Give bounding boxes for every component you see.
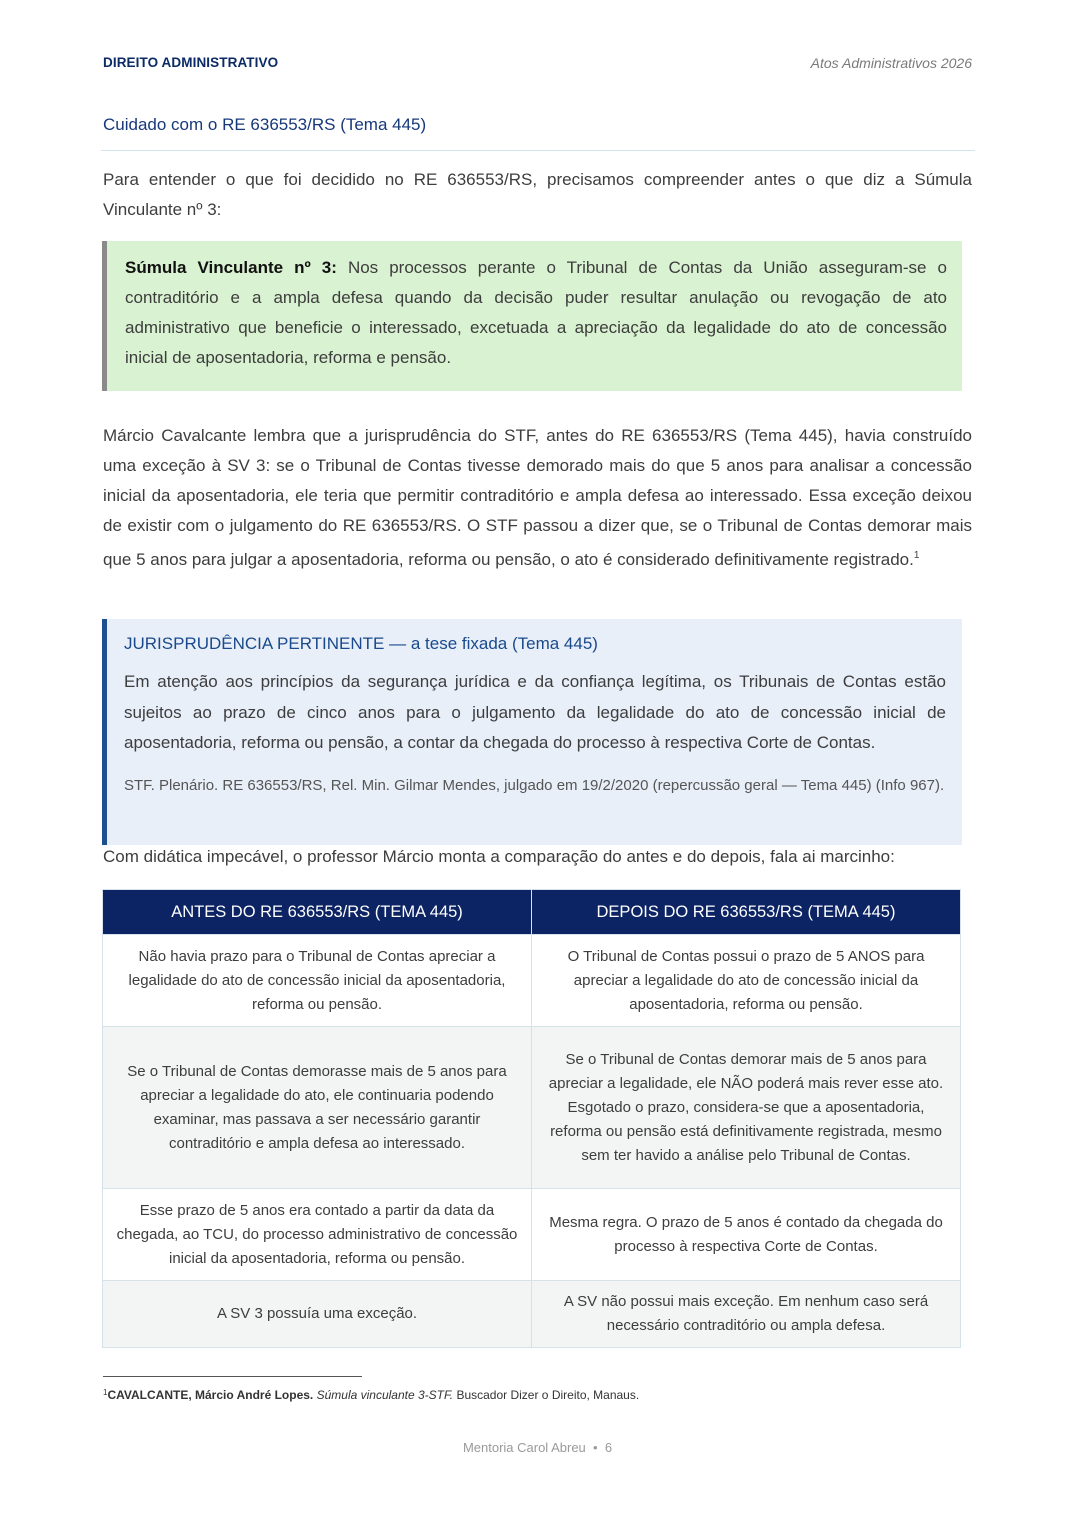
table-cell-antes: Esse prazo de 5 anos era contado a partir da data da chegada, ao TCU, do processo administrativo de concessão inicial da aposentadoria, reforma ou pensão.: [103, 1189, 532, 1281]
table-cell-depois: Se o Tribunal de Contas demorar mais de 5 anos para apreciar a legalidade, ele NÃO poderá mais rever esse ato. Esgotado o prazo, considera-se que a aposentadoria, reforma ou pensão está definitivamente registrada, mesmo sem ter havido a análise pelo Tribunal de Contas.: [532, 1027, 961, 1189]
table-cell-antes: A SV 3 possuía uma exceção.: [103, 1281, 532, 1348]
footnote-rest: Buscador Dizer o Direito, Manaus.: [453, 1388, 640, 1402]
table-row: [103, 1189, 961, 1281]
footnote-number: 1: [103, 1388, 108, 1397]
table-cell-depois: Mesma regra. O prazo de 5 anos é contado da chegada do processo à respectiva Corte de Contas.: [532, 1189, 961, 1281]
cavalcante-text: Márcio Cavalcante lembra que a jurisprudência do STF, antes do RE 636553/RS (Tema 445), havia construído uma exceção à SV 3: se o Tribunal de Contas tivesse demorado mais do que 5 anos para analisar a concessão inicial da aposentadoria, ele teria que permitir contraditório e ampla defesa ao interessado. Essa exceção deixou de existir com o julgamento do RE 636553/RS. O STF passou a dizer que, se o Tribunal de Contas demorar mais que 5 anos para julgar a aposentadoria, reforma ou pensão, o ato é considerado definitivamente registrado.: [103, 426, 972, 569]
jurisprudencia-body: Em atenção aos princípios da segurança jurídica e da confiança legítima, os Tribunais de Contas estão sujeitos ao prazo de cinco anos para o julgamento da legalidade do ato de concessão inicial de aposentadoria, reforma ou pensão, a contar da chegada do processo à respectiva Corte de Contas.: [124, 672, 946, 752]
table-cell-antes: Se o Tribunal de Contas demorasse mais de 5 anos para apreciar a legalidade do ato, ele continuaria podendo examinar, mas passava a ser necessário garantir contraditório e ampla defesa ao interessado.: [103, 1027, 532, 1189]
page-footer: [0, 1440, 1075, 1455]
section-title: Cuidado com o RE 636553/RS (Tema 445): [103, 115, 427, 134]
table-header-row: [103, 890, 961, 935]
section-divider: [101, 150, 975, 151]
table-row: [103, 935, 961, 1027]
footnote-title: Súmula vinculante 3-STF.: [316, 1388, 454, 1402]
table-row: [103, 1281, 961, 1348]
header-antes: ANTES DO RE 636553/RS (TEMA 445): [103, 890, 532, 935]
footer-separator: •: [593, 1440, 598, 1455]
sumula-text: [125, 253, 947, 373]
page-number: 6: [604, 1440, 613, 1455]
cavalcante-paragraph: [103, 421, 972, 575]
table-cell-depois: A SV não possui mais exceção. Em nenhum caso será necessário contraditório ou ampla defesa.: [532, 1281, 961, 1348]
sumula-label: Súmula Vinculante nº 3:: [125, 258, 337, 277]
footer-brand: Mentoria Carol Abreu: [462, 1440, 586, 1455]
jurisprudencia-box: [102, 619, 962, 845]
jurisprudencia-citation: STF. Plenário. RE 636553/RS, Rel. Min. Gilmar Mendes, julgado em 19/2/2020 (repercussão geral — Tema 445) (Info 967).: [124, 777, 945, 794]
table-cell-antes: Não havia prazo para o Tribunal de Contas apreciar a legalidade do ato de concessão inicial da aposentadoria, reforma ou pensão.: [103, 935, 532, 1027]
footnote-ref[interactable]: 1: [913, 550, 920, 561]
comparison-intro: Com didática impecável, o professor Márcio monta a comparação do antes e do depois, fala ai marcinho:: [103, 847, 895, 866]
table-row: [103, 1027, 961, 1189]
sumula-body: Nos processos perante o Tribunal de Contas da União asseguram-se o contraditório e a ampla defesa quando da decisão puder resultar anulação ou revogação de ato administrativo que beneficie o interessado, excetuada a apreciação da legalidade do ato de concessão inicial de aposentadoria, reforma e pensão.: [125, 258, 947, 367]
footnote-author: CAVALCANTE, Márcio André Lopes.: [107, 1388, 314, 1402]
header-depois: DEPOIS DO RE 636553/RS (TEMA 445): [532, 890, 961, 935]
jurisprudencia-title: JURISPRUDÊNCIA PERTINENTE — a tese fixada (Tema 445): [124, 634, 598, 653]
intro-paragraph: Para entender o que foi decidido no RE 636553/RS, precisamos compreender antes o que diz a Súmula Vinculante nº 3:: [103, 170, 972, 219]
table-cell-depois: O Tribunal de Contas possui o prazo de 5 ANOS para apreciar a legalidade do ato de concessão inicial da aposentadoria, reforma ou pensão.: [532, 935, 961, 1027]
comparison-table: [102, 889, 961, 1348]
footnote: [103, 1388, 639, 1402]
running-header-subject: DIREITO ADMINISTRATIVO: [103, 55, 279, 70]
sumula-box: [102, 241, 962, 391]
running-header-title: Atos Administrativos 2026: [810, 55, 972, 71]
footnote-divider: [103, 1376, 362, 1377]
